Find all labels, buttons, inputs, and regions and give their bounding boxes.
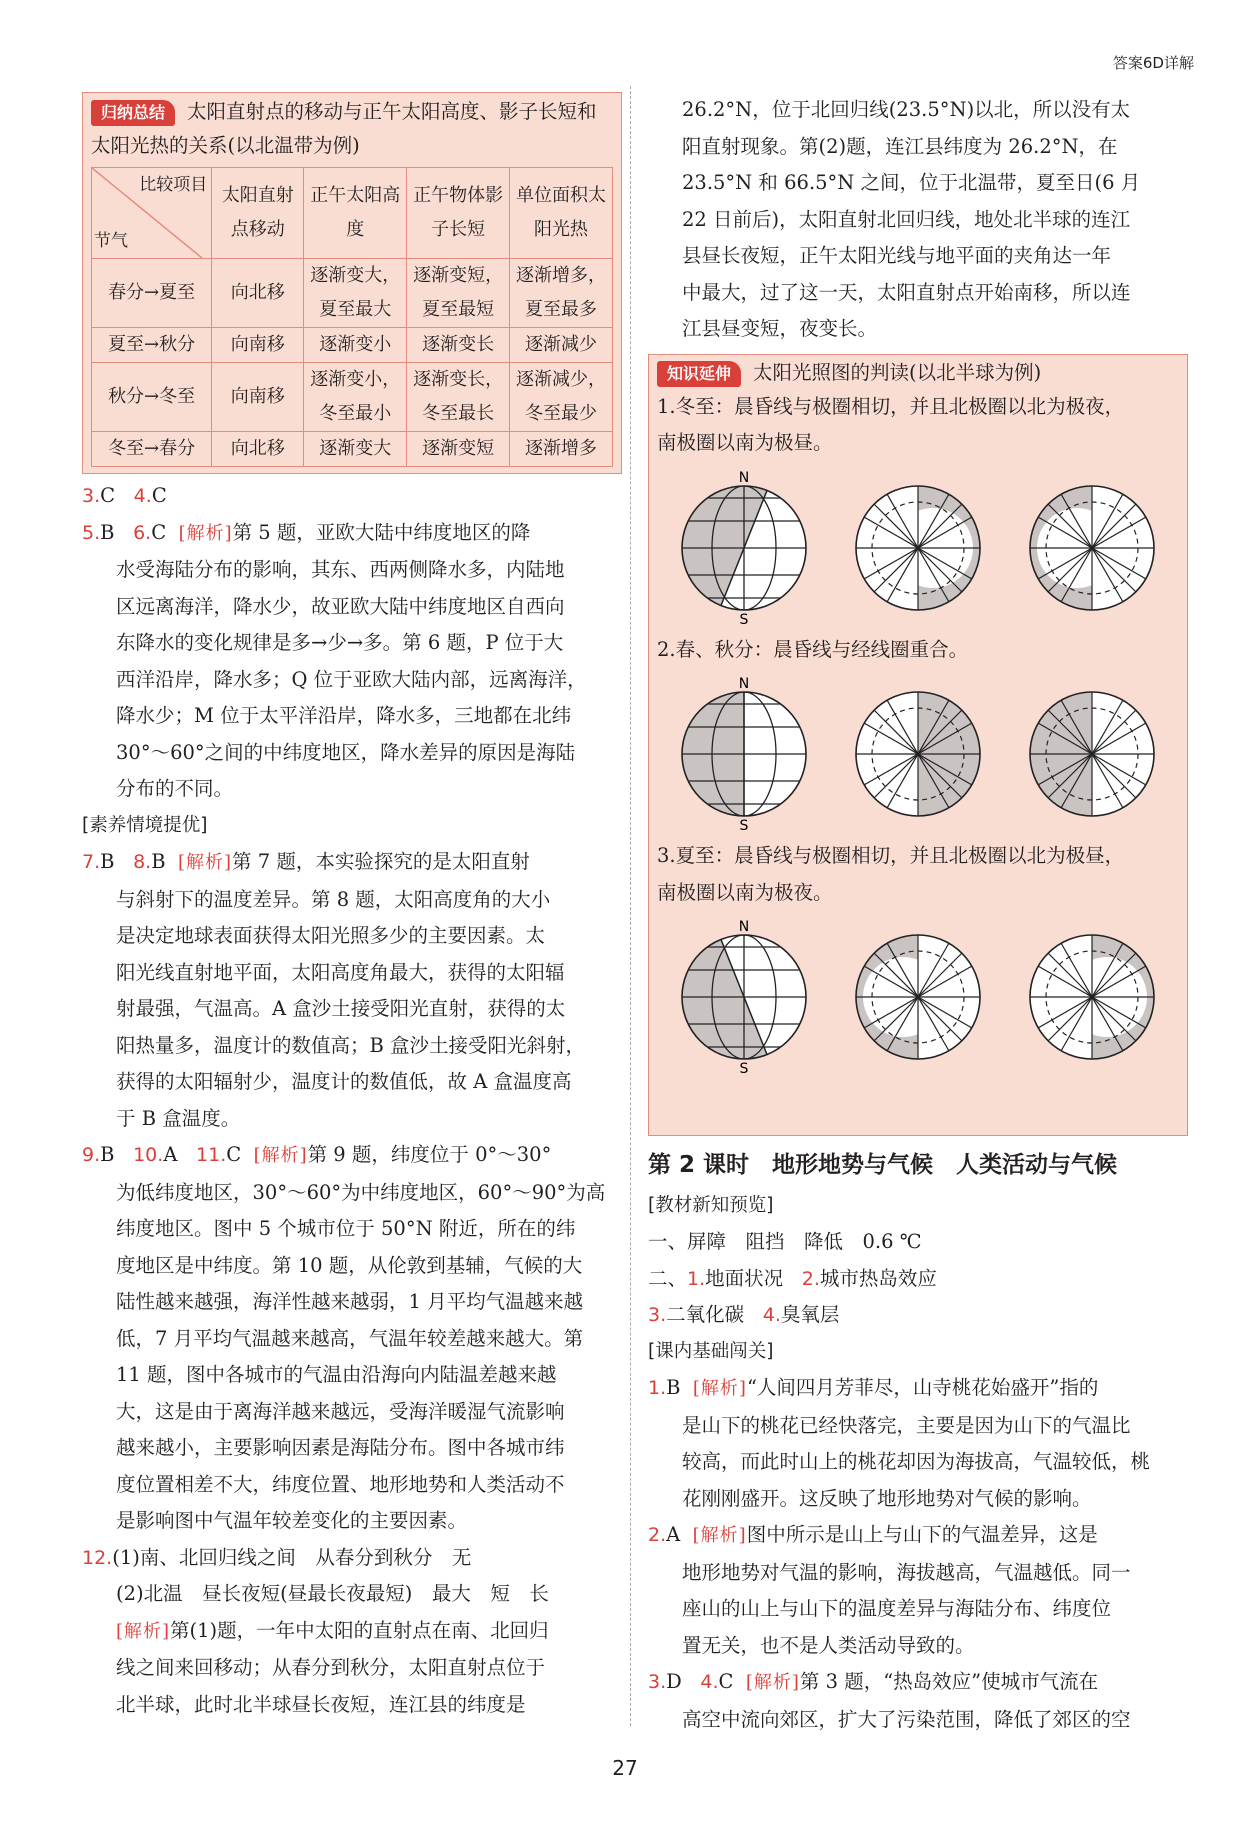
analysis-text: 阳直射现象。第(2)题，连江县纬度为 26.2°N，在 — [682, 134, 1118, 158]
analysis-text: 线之间来回移动；从春分到秋分，太阳直射点位于 — [116, 1656, 546, 1679]
answer: A — [163, 1143, 178, 1166]
right-column — [648, 92, 1188, 1738]
table-cell: 春分→夏至 — [92, 259, 212, 328]
question-number: 8. — [133, 851, 152, 873]
analysis-tag: [解析] — [116, 1620, 171, 1642]
summary-title: 太阳直射点的移动与正午太阳高度、影子长短和太阳光热的关系(以北温带为例) — [91, 100, 597, 157]
analysis-text: 东降水的变化规律是多→少→多。第 6 题，P 位于大 — [116, 631, 564, 654]
preview-answer: 城市热岛效应 — [819, 1266, 937, 1290]
table-cell: 逐渐减少 — [510, 328, 613, 363]
preview-line — [648, 1261, 1188, 1298]
analysis-text: 县昼长夜短，正午太阳光线与地平面的夹角达一年 — [682, 244, 1112, 267]
analysis-text: 度位置相差不大，纬度位置、地形地势和人类活动不 — [116, 1472, 565, 1496]
analysis-text: 水受海陆分布的影响，其东、西两侧降水多，内陆地 — [116, 558, 565, 581]
globe-north-pole-view — [848, 478, 988, 618]
section-heading: [素养情境提优] — [82, 814, 208, 836]
answer: B — [100, 1143, 115, 1166]
analysis-text: 第 3 题，“热岛效应”使城市气流在 — [799, 1670, 1099, 1693]
extension-badge: 知识延伸 — [657, 361, 741, 387]
table-row — [92, 328, 613, 363]
answer-12-continued — [648, 92, 1188, 348]
left-column — [82, 92, 622, 1723]
answer: D — [666, 1670, 682, 1693]
answer: C — [718, 1670, 734, 1693]
column-divider — [630, 86, 631, 1726]
question-number: 3. — [648, 1671, 667, 1693]
analysis-text: 第(1)题，一年中太阳的直射点在南、北回归 — [170, 1618, 549, 1642]
diag-top-label: 比较项目 — [139, 175, 208, 195]
answer: C — [100, 484, 116, 507]
table-cell: 逐渐变小 — [304, 328, 407, 363]
north-label: N — [738, 469, 750, 486]
preview-answer: 地面状况 — [705, 1266, 784, 1290]
analysis-text: 北半球，此时北半球昼长夜短，连江县的纬度是 — [116, 1692, 526, 1716]
table-header: 正午太阳高度 — [304, 168, 407, 259]
question-number: 2. — [648, 1524, 667, 1546]
analysis-text: 花刚刚盛开。这反映了地形地势对气候的影响。 — [682, 1486, 1092, 1510]
globe-side-view — [674, 917, 814, 1077]
analysis-text: 纬度地区。图中 5 个城市位于 50°N 附近，所在的纬 — [116, 1217, 576, 1240]
section-heading: [课内基础闯关] — [648, 1340, 774, 1362]
globe-north-pole-view — [848, 927, 988, 1067]
question-number: 7. — [82, 851, 101, 873]
preview-line: 一、屏障 阻挡 降低 0.6 ℃ — [648, 1230, 922, 1253]
table-cell: 逐渐变大 — [304, 432, 407, 467]
question-number: 6. — [133, 521, 152, 544]
question-number: 4. — [133, 485, 152, 507]
analysis-text: 低，7 月平均气温越来越高，气温年较差越来越大。第 — [116, 1326, 584, 1350]
question-number: 4. — [700, 1671, 719, 1693]
analysis-text: “人间四月芳菲尽，山寺桃花始盛开”指的 — [746, 1376, 1099, 1399]
analysis-text: 第 7 题，本实验探究的是太阳直射 — [232, 850, 530, 873]
section-heading: [教材新知预览] — [648, 1194, 774, 1216]
page-number: 27 — [612, 1756, 638, 1780]
analysis-tag: [解析] — [692, 1378, 747, 1399]
table-cell: 向南移 — [212, 328, 304, 363]
question-number: 9. — [82, 1144, 101, 1166]
analysis-text: 座山的山上与山下的温度差异与海陆分布、纬度位 — [682, 1597, 1112, 1620]
extension-text: 2.春、秋分：晨昏线与经线圈重合。 — [657, 637, 969, 661]
answer-9-11 — [82, 1137, 622, 1540]
analysis-tag: [解析] — [178, 522, 233, 544]
summary-table — [91, 167, 613, 467]
table-cell: 逐渐增多，夏至最多 — [510, 259, 613, 328]
answer: (2)北温 昼长夜短(昼最长夜最短) 最大 短 长 — [116, 1582, 549, 1605]
analysis-tag: [解析] — [253, 1145, 308, 1166]
question-number: 12. — [82, 1546, 113, 1569]
analysis-text: 高空中流向郊区，扩大了污染范围，降低了郊区的空 — [682, 1707, 1131, 1731]
answer-3-4 — [82, 478, 622, 515]
answer: B — [100, 850, 115, 873]
answer: B — [666, 1376, 681, 1399]
analysis-text: 置无关，也不是人类活动导致的。 — [682, 1633, 975, 1657]
analysis-text: 是决定地球表面获得太阳光照多少的主要因素。太 — [116, 924, 546, 947]
answer: A — [666, 1523, 681, 1546]
question-number: 5. — [82, 521, 101, 544]
summer-solstice-diagrams — [657, 917, 1179, 1077]
table-header: 太阳直射点移动 — [212, 168, 304, 259]
analysis-tag: [解析] — [745, 1672, 800, 1693]
analysis-text: 大，这是由于离海洋越来越远，受海洋暖湿气流影响 — [116, 1399, 565, 1423]
analysis-text: 西洋沿岸，降水多；Q 位于亚欧大陆内部，远离海洋， — [116, 667, 587, 691]
basic-answer-2 — [648, 1517, 1188, 1664]
question-number: 10. — [133, 1144, 164, 1166]
table-row — [92, 259, 613, 328]
knowledge-extension-box — [648, 354, 1188, 1136]
analysis-text: 与斜射下的温度差异。第 8 题，太阳高度角的大小 — [116, 887, 551, 911]
analysis-text: 分布的不同。 — [116, 777, 234, 800]
summary-box — [82, 92, 622, 474]
analysis-text: 30°～60°之间的中纬度地区，降水差异的原因是海陆 — [116, 740, 576, 764]
analysis-text: 度地区是中纬度。第 10 题，从伦敦到基辅，气候的大 — [116, 1253, 583, 1277]
table-header: 单位面积太阳光热 — [510, 168, 613, 259]
analysis-text: 于 B 盒温度。 — [116, 1106, 241, 1130]
analysis-text: 陆性越来越强，海洋性越来越弱，1 月平均气温越来越 — [116, 1290, 584, 1313]
basic-answer-1 — [648, 1370, 1188, 1517]
analysis-text: 为低纬度地区，30°～60°为中纬度地区，60°～90°为高 — [116, 1180, 606, 1204]
north-label: N — [738, 676, 750, 692]
north-label: N — [738, 919, 750, 935]
table-diagonal-header — [92, 168, 212, 259]
answer: B — [100, 520, 115, 544]
globe-side-view — [674, 674, 814, 834]
answer: C — [226, 1143, 242, 1166]
table-cell: 逐渐变长，冬至最长 — [407, 363, 510, 432]
table-cell: 逐渐减少，冬至最少 — [510, 363, 613, 432]
item-number: 3. — [648, 1304, 667, 1326]
analysis-tag: [解析] — [177, 852, 233, 873]
page-header: 答案6D详解 — [1112, 54, 1194, 72]
table-row — [92, 432, 613, 467]
answer: (1)南、北回归线之间 从春分到秋分 无 — [112, 1545, 472, 1569]
answer: C — [151, 484, 167, 507]
answer-12 — [82, 1540, 622, 1724]
analysis-text: 26.2°N，位于北回归线(23.5°N)以北，所以没有太 — [682, 98, 1131, 121]
analysis-text: 获得的太阳辐射少，温度计的数值低，故 A 盒温度高 — [116, 1070, 572, 1093]
analysis-text: 11 题，图中各城市的气温由沿海向内陆温差越来越 — [116, 1363, 557, 1386]
south-label: S — [739, 1061, 749, 1077]
analysis-text: 是影响图中气温年较差变化的主要因素。 — [116, 1509, 468, 1532]
table-cell: 逐渐变长 — [407, 328, 510, 363]
equinox-diagrams — [657, 674, 1179, 834]
preview-lead: 二、 — [648, 1266, 688, 1290]
extension-title: 太阳光照图的判读(以北半球为例) — [753, 360, 1042, 384]
analysis-text: 中最大，过了这一天，太阳直射点开始南移，所以连 — [682, 280, 1131, 304]
extension-text: 1.冬至：晨昏线与极圈相切，并且北极圈以北为极夜， — [657, 394, 1125, 418]
preview-answer: 臭氧层 — [780, 1303, 840, 1326]
table-cell: 逐渐变大，夏至最大 — [304, 259, 407, 328]
summary-badge: 归纳总结 — [91, 100, 175, 126]
analysis-text: 第 5 题，亚欧大陆中纬度地区的降 — [232, 520, 531, 544]
item-number: 4. — [762, 1304, 781, 1326]
table-cell: 逐渐变短 — [407, 432, 510, 467]
extension-text: 3.夏至：晨昏线与极圈相切，并且北极圈以北为极昼， — [657, 844, 1125, 867]
answer: C — [151, 520, 167, 544]
globe-north-pole-view — [848, 684, 988, 824]
answer-7-8 — [82, 844, 622, 1137]
table-cell: 向南移 — [212, 363, 304, 432]
table-cell: 向北移 — [212, 432, 304, 467]
analysis-text: 区远离海洋，降水少，故亚欧大陆中纬度地区自西向 — [116, 594, 565, 618]
answer-5-6 — [82, 515, 622, 808]
answer: B — [151, 850, 166, 873]
question-number: 1. — [648, 1377, 667, 1399]
table-cell: 夏至→秋分 — [92, 328, 212, 363]
analysis-text: 图中所示是山上与山下的气温差异，这是 — [746, 1523, 1098, 1546]
globe-side-view — [674, 468, 814, 628]
diag-bottom-label: 节气 — [94, 231, 128, 251]
question-number: 11. — [196, 1144, 227, 1166]
table-cell: 逐渐变小，冬至最小 — [304, 363, 407, 432]
basic-answer-3-4 — [648, 1664, 1188, 1738]
analysis-tag: [解析] — [692, 1525, 747, 1546]
table-cell: 逐渐变短，夏至最短 — [407, 259, 510, 328]
table-cell: 秋分→冬至 — [92, 363, 212, 432]
analysis-text: 越来越小，主要影响因素是海陆分布。图中各城市纬 — [116, 1436, 565, 1459]
table-header: 正午物体影子长短 — [407, 168, 510, 259]
table-cell: 向北移 — [212, 259, 304, 328]
preview-line — [648, 1297, 1188, 1334]
table-cell: 逐渐增多 — [510, 432, 613, 467]
item-number: 2. — [801, 1267, 820, 1290]
item-number: 1. — [687, 1267, 706, 1290]
analysis-text: 23.5°N 和 66.5°N 之间，位于北温带，夏至日(6 月 — [682, 171, 1141, 194]
analysis-text: 江县昼变短，夜变长。 — [682, 317, 878, 340]
extension-text: 南极圈以南为极夜。 — [657, 880, 833, 904]
south-label: S — [739, 611, 749, 628]
table-row — [92, 363, 613, 432]
winter-solstice-diagrams — [657, 468, 1179, 628]
analysis-text: 22 日前后)，太阳直射北回归线，地处北半球的连江 — [682, 207, 1131, 231]
analysis-text: 较高，而此时山上的桃花却因为海拔高，气温较低，桃 — [682, 1450, 1151, 1473]
south-label: S — [739, 818, 749, 834]
globe-south-pole-view — [1022, 927, 1162, 1067]
chapter-title: 第 2 课时 地形地势与气候 人类活动与气候 — [648, 1151, 1118, 1178]
analysis-text: 阳光线直射地平面，太阳高度角最大，获得的太阳辐 — [116, 960, 565, 984]
globe-south-pole-view — [1022, 478, 1162, 618]
analysis-text: 阳热量多，温度计的数值高；B 盒沙土接受阳光斜射， — [116, 1033, 586, 1057]
analysis-text: 是山下的桃花已经快落完，主要是因为山下的气温比 — [682, 1413, 1131, 1437]
preview-answer: 二氧化碳 — [666, 1303, 745, 1326]
extension-text: 南极圈以南为极昼。 — [657, 431, 833, 454]
question-number: 3. — [82, 485, 101, 507]
analysis-text: 第 9 题，纬度位于 0°～30° — [307, 1143, 552, 1166]
globe-south-pole-view — [1022, 684, 1162, 824]
analysis-text: 射最强，气温高。A 盒沙土接受阳光直射，获得的太 — [116, 997, 566, 1020]
analysis-text: 地形地势对气温的影响，海拔越高，气温越低。同一 — [682, 1560, 1131, 1584]
analysis-text: 降水少；M 位于太平洋沿岸，降水多，三地都在北纬 — [116, 704, 572, 727]
table-cell: 冬至→春分 — [92, 432, 212, 467]
